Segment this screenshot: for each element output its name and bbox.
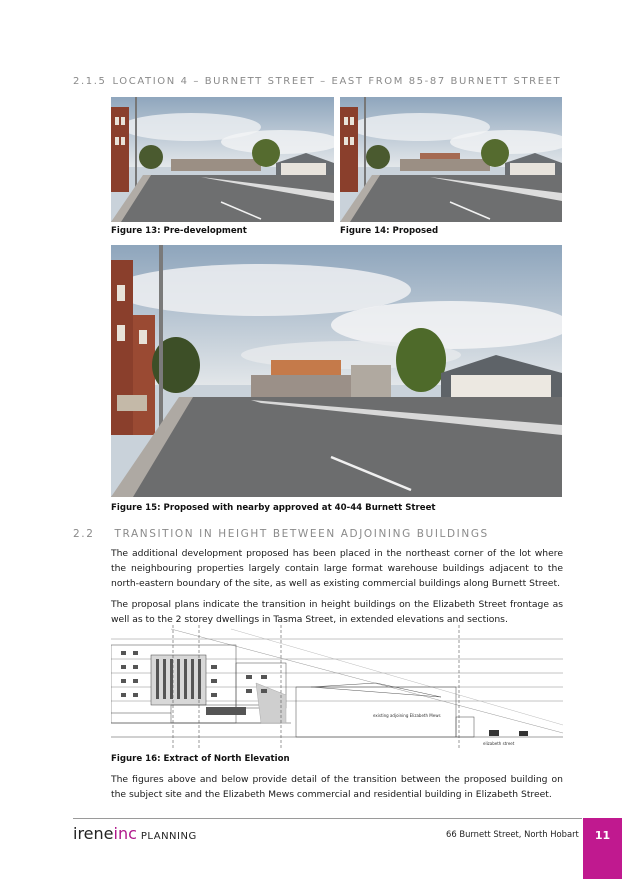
paragraph-3: The figures above and below provide detail of the transition between the proposed building on the subject site and the Elizabeth Mews commercial and residential building in Elizabeth Street. <box>111 774 563 800</box>
figure-15-caption: Figure 15: Proposed with nearby approved at 40-44 Burnett Street <box>111 503 436 513</box>
figure-14-caption: Figure 14: Proposed <box>340 226 439 236</box>
paragraph-2: The proposal plans indicate the transition in height buildings on the Elizabeth Street frontage as well as to the 2 storey dwellings in Tasma Street, in extended elevations and sections. <box>111 599 563 625</box>
section-heading-2-2 <box>73 528 489 540</box>
figure-16-caption: Figure 16: Extract of North Elevation <box>111 754 290 764</box>
page-number: 11 <box>583 818 622 879</box>
figure-14-photo <box>340 97 562 222</box>
elevation-label-existing: existing adjoining Elizabeth Mews <box>373 713 441 718</box>
section-title: TRANSITION IN HEIGHT BETWEEN ADJOINING BUILDINGS <box>114 528 489 540</box>
figure-16-elevation-drawing <box>111 625 563 750</box>
logo-planning: PLANNING <box>140 831 197 842</box>
paragraph-1: The additional development proposed has been placed in the northeast corner of the lot where the neighbouring properties largely contain large format warehouse buildings adjacent to the north-eastern boundary of the site, as well as existing commercial buildings along Burnett Street. <box>111 548 563 589</box>
section-number: 2.2 <box>73 528 95 540</box>
section-number: 2.1.5 <box>73 76 107 87</box>
section-heading-2-1-5 <box>73 76 561 87</box>
footer-address: 66 Burnett Street, North Hobart <box>446 829 579 839</box>
logo-irene: irene <box>73 824 114 843</box>
figure-15-photo <box>111 245 562 497</box>
footer-divider <box>73 818 582 819</box>
figure-13-photo <box>111 97 334 222</box>
section-title: LOCATION 4 – BURNETT STREET – EAST FROM 85-87 BURNETT STREET <box>112 76 562 87</box>
figure-13-caption: Figure 13: Pre-development <box>111 226 247 236</box>
footer-logo <box>73 824 197 843</box>
elevation-label-street: elizabeth street <box>483 741 515 746</box>
logo-inc: inc <box>113 824 137 843</box>
